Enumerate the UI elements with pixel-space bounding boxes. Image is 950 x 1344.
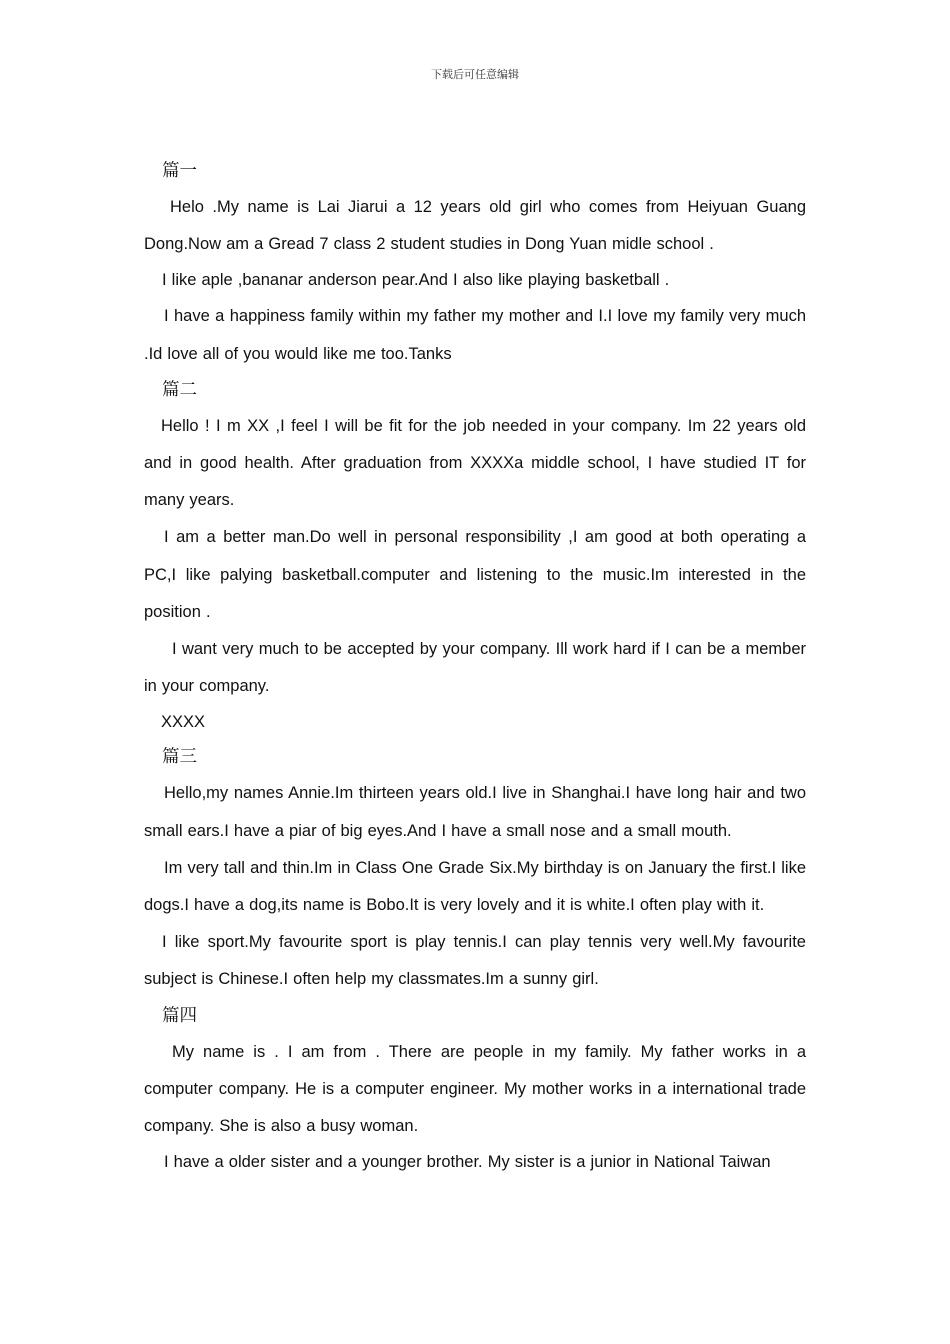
section-title-2: 篇二	[162, 379, 197, 400]
paragraph: I have a happiness family within my father my mother and I.I love my family very much .Id love all of you would like me too.Tanks	[144, 307, 806, 363]
paragraph: I have a older sister and a younger brother. My sister is a junior in National Taiwan	[164, 1153, 771, 1172]
paragraph: I want very much to be accepted by your company. Ill work hard if I can be a member in your company.	[144, 640, 806, 696]
paragraph: I like sport.My favourite sport is play tennis.I can play tennis very well.My favourite subject is Chinese.I often help my classmates.Im a sunny girl.	[144, 933, 806, 989]
section-title-4: 篇四	[162, 1005, 197, 1026]
section-title-1: 篇一	[162, 161, 197, 181]
page-header: 下载后可任意编辑	[431, 68, 519, 81]
section-title-3: 篇三	[162, 747, 197, 768]
paragraph: Im very tall and thin.Im in Class One Grade Six.My birthday is on January the first.I like dogs.I have a dog,its name is Bobo.It is very lovely and it is white.I often play with it.	[144, 858, 806, 915]
paragraph: Helo .My name is Lai Jiarui a 12 years old girl who comes from Heiyuan Guang Dong.Now am a Gread 7 class 2 student studies in Dong Yuan midle school .	[144, 198, 806, 254]
document-body	[144, 154, 806, 1180]
signature: XXXX	[161, 713, 206, 732]
paragraph: My name is . I am from . There are people in my family. My father works in a computer company. He is a computer engineer. My mother works in a international trade company. She is also a busy woman.	[144, 1042, 806, 1136]
paragraph: Hello,my names Annie.Im thirteen years old.I live in Shanghai.I have long hair and two small ears.I have a piar of big eyes.And I have a small nose and a small mouth.	[144, 784, 806, 840]
paragraph: I am a better man.Do well in personal responsibility ,I am good at both operating a PC,I like palying basketball.computer and listening to the music.Im interested in the position .	[144, 528, 806, 621]
paragraph: Hello ! I m XX ,I feel I will be fit for the job needed in your company. Im 22 years old and in good health. After graduation from XXXXa middle school, I have studied IT for many years.	[144, 416, 806, 510]
paragraph: I like aple ,bananar anderson pear.And I also like playing basketball .	[162, 271, 670, 290]
